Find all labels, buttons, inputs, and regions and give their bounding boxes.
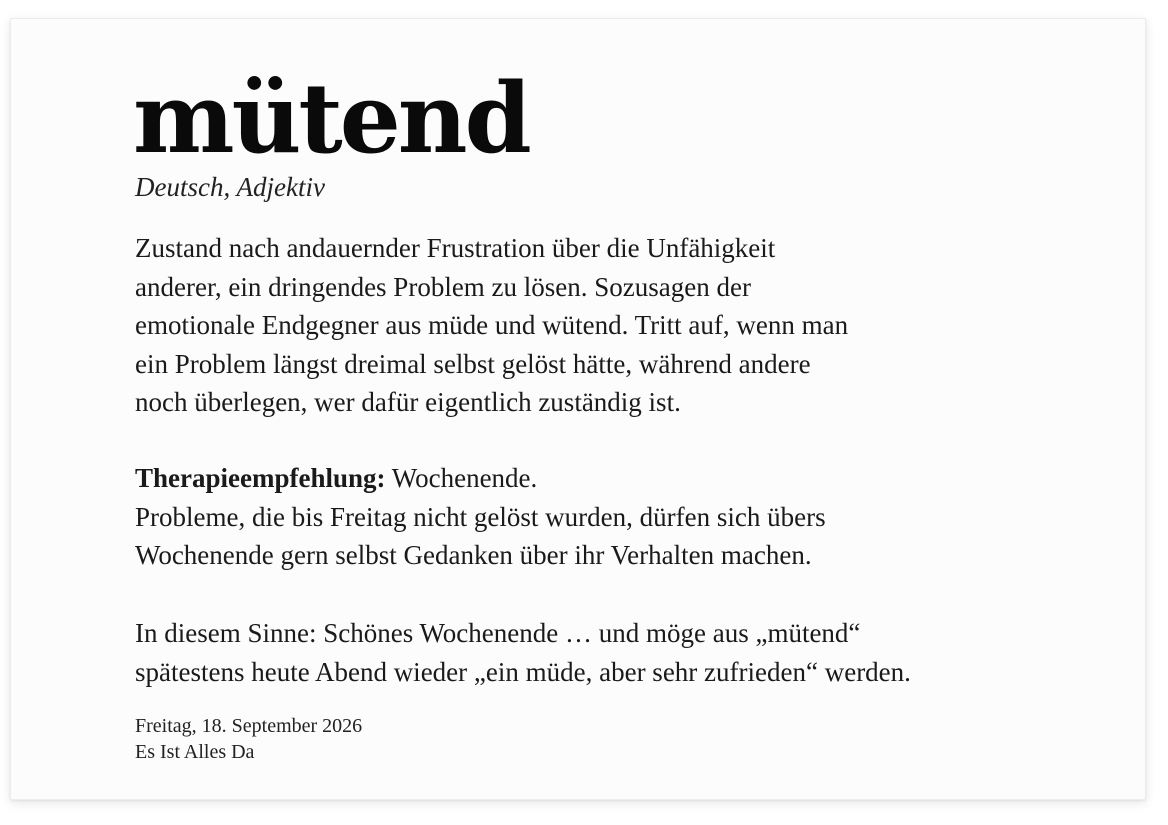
therapy-line: Wochenende gern selbst Gedanken über ihr Verhalten machen. (135, 540, 812, 570)
definition-line: anderer, ein dringendes Problem zu lösen. Sozusagen der (135, 271, 751, 302)
footer-signature: Es Ist Alles Da (135, 741, 255, 763)
definition-line: noch überlegen, wer dafür eigentlich zuständig ist. (135, 387, 681, 417)
closing-line: spätestens heute Abend wieder „ein müde, aber sehr zufrieden“ werden. (135, 656, 911, 687)
therapy-label: Therapieempfehlung: (135, 463, 386, 493)
definition-paragraph (135, 229, 1105, 422)
therapy-paragraph (135, 459, 1105, 575)
therapy-value: Wochenende. (385, 463, 538, 493)
therapy-heading-line (135, 459, 1105, 498)
definition-line: Zustand nach andauernder Frustration über die Unfähigkeit (135, 233, 776, 263)
therapy-line: Probleme, die bis Freitag nicht gelöst wurden, dürfen sich übers (135, 501, 826, 532)
definition-line: emotionale Endgegner aus müde und wütend. Tritt auf, wenn man (135, 310, 849, 340)
footer-date: Freitag, 18. September 2026 (135, 715, 363, 737)
definition-line: ein Problem längst dreimal selbst gelöst hätte, während andere (135, 348, 811, 379)
definition-card (10, 18, 1146, 800)
headword-title: mütend (133, 62, 529, 175)
closing-paragraph (135, 614, 1105, 691)
card-footer (135, 713, 362, 765)
part-of-speech: Deutsch, Adjektiv (135, 172, 325, 202)
closing-line: In diesem Sinne: Schönes Wochenende … und möge aus „mütend“ (135, 618, 861, 648)
